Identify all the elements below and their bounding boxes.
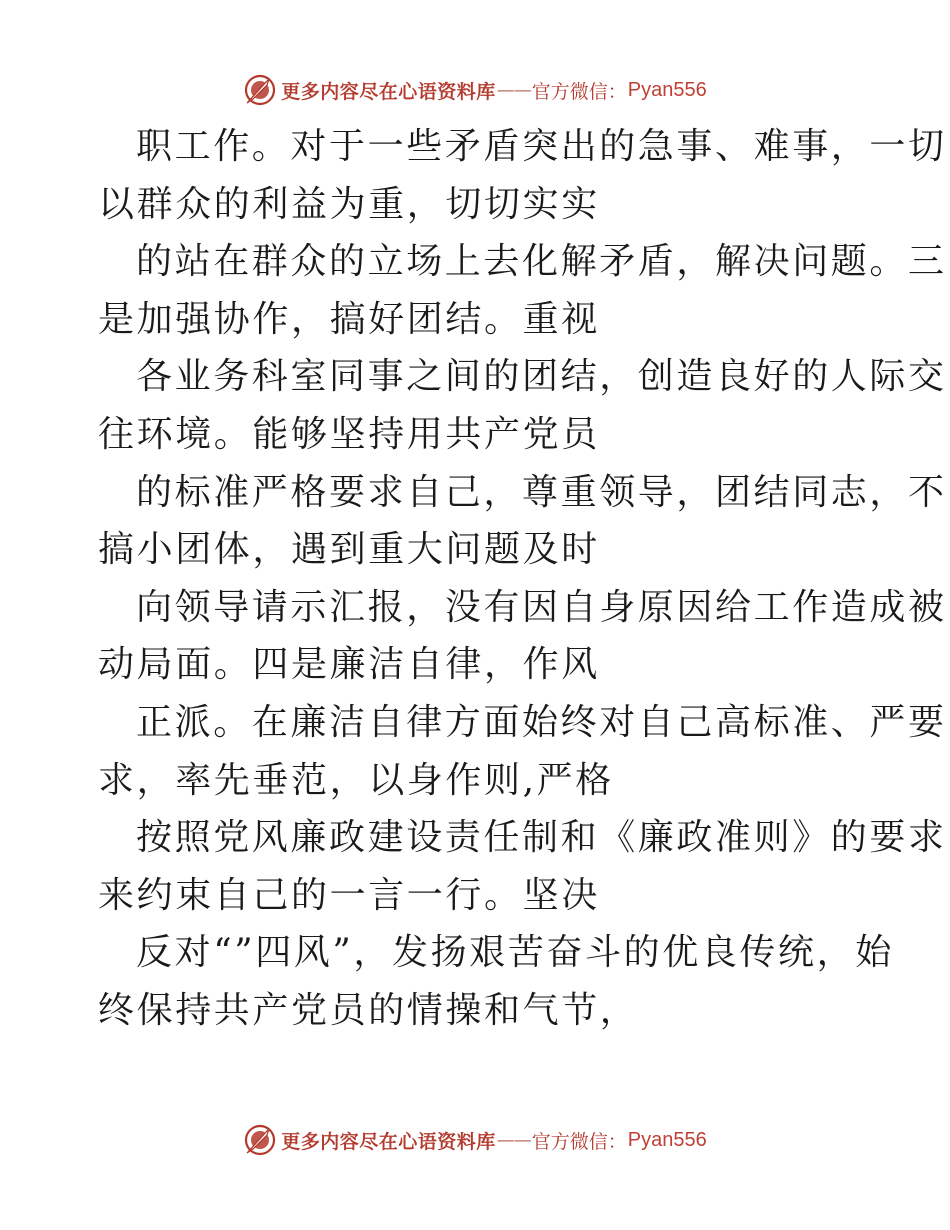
paragraph-line: 向领导请示汇报，没有因自身原因给工作造成被 — [136, 586, 947, 628]
paragraph-line: 的站在群众的立场上去化解矛盾，解决问题。三 — [136, 241, 947, 283]
paragraph-line: 以群众的利益为重，切切实实 — [98, 183, 600, 225]
paragraph — [98, 694, 947, 809]
watermark-wechat-id: Pyan556 — [627, 78, 707, 101]
paragraph — [98, 233, 947, 348]
feather-pen-logo-icon — [243, 73, 277, 107]
watermark-dash: —— — [496, 1129, 531, 1151]
paragraph-line: 动局面。四是廉洁自律，作风 — [98, 644, 600, 686]
paragraph-line: 往环境。能够坚持用共产党员 — [98, 413, 600, 455]
paragraph — [98, 464, 947, 579]
watermark-wechat-label: 官方微信： — [531, 80, 627, 103]
paragraph — [98, 118, 947, 233]
paragraph-line: 搞小团体，遇到重大问题及时 — [98, 529, 600, 571]
paragraph-line: 的标准严格要求自己，尊重领导，团结同志，不 — [136, 471, 947, 513]
paragraph-line: 来约束自己的一言一行。坚决 — [98, 874, 600, 916]
watermark-brand: 更多内容尽在心语资料库 — [281, 1130, 496, 1153]
watermark-dash: —— — [496, 79, 531, 101]
paragraph — [98, 348, 947, 463]
paragraph-line: 反对“”四风”，发扬艰苦奋斗的优良传统，始 — [136, 932, 894, 974]
paragraph-line: 终保持共产党员的情操和气节， — [98, 989, 639, 1031]
paragraph-line: 是加强协作，搞好团结。重视 — [98, 298, 600, 340]
paragraph-line: 职工作。对于一些矛盾突出的急事、难事，一切 — [136, 126, 947, 167]
paragraph-line: 各业务科室同事之间的团结，创造良好的人际交 — [136, 356, 947, 398]
watermark-wechat-label: 官方微信： — [531, 1130, 627, 1153]
watermark-wechat-id: Pyan556 — [627, 1128, 707, 1151]
document-body — [98, 118, 947, 1040]
paragraph-line: 正派。在廉洁自律方面始终对自己高标准、严要 — [136, 701, 947, 743]
footer-watermark — [0, 1120, 950, 1160]
feather-pen-logo-icon — [243, 1123, 277, 1157]
paragraph — [98, 579, 947, 694]
watermark-brand: 更多内容尽在心语资料库 — [281, 80, 496, 103]
header-watermark — [0, 70, 950, 110]
paragraph-line: 求，率先垂范，以身作则,严格 — [98, 759, 614, 801]
paragraph-line: 按照党风廉政建设责任制和《廉政准则》的要求 — [136, 817, 947, 859]
paragraph — [98, 924, 894, 1039]
paragraph — [98, 809, 947, 924]
